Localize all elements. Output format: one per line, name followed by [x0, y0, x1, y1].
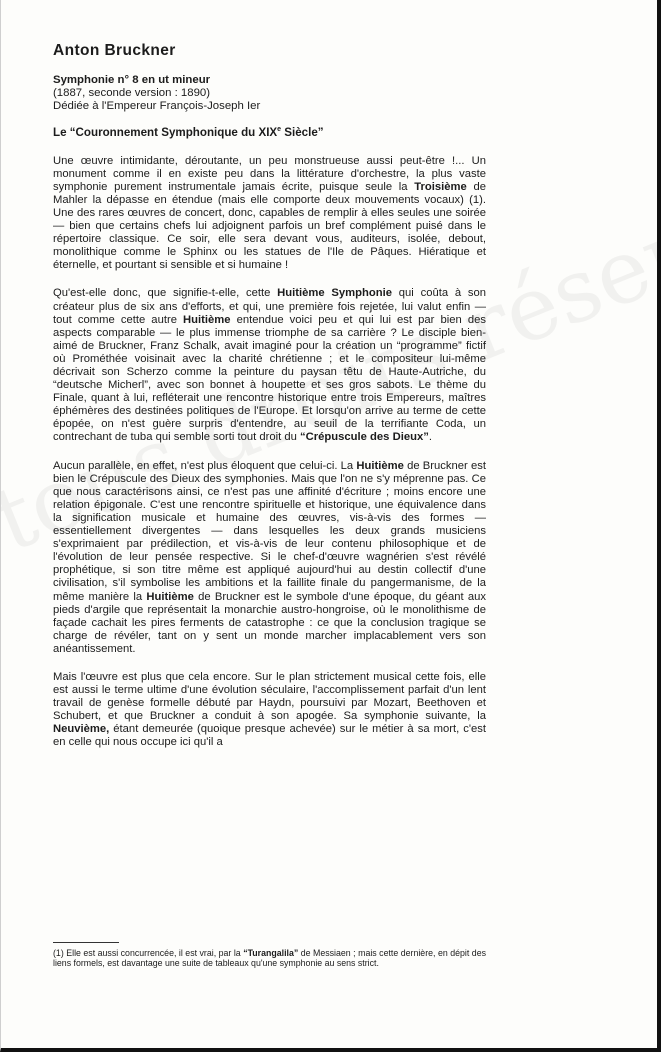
text-run: qui coûta à son créateur plus de six ans d'efforts, et qui, une première fois rejetée, lui valut enfin — tout comme cette autre	[53, 287, 486, 326]
body-paragraph	[53, 155, 486, 273]
text-run: Aucun parallèle, en effet, n'est plus éloquent que celui-ci. La	[53, 459, 357, 472]
author-name: Anton Bruckner	[53, 42, 176, 59]
main-text-column	[53, 42, 486, 765]
body-paragraphs	[53, 155, 486, 750]
section-title-superscript: e	[277, 125, 282, 133]
bold-text-run: Huitième	[183, 313, 231, 326]
body-paragraph	[53, 460, 486, 656]
section-title	[53, 126, 486, 139]
bold-text-run: Huitième	[146, 590, 194, 603]
text-run: .	[428, 431, 432, 444]
bold-text-run: Huitième Symphonie	[277, 287, 393, 300]
bold-text-run: “Crépuscule des Dieux”	[300, 431, 429, 444]
text-run: entendue voici peu et qui lui est par bien des aspects comparable — le plus immense triomphe de sa carrière ? Le disciple bien-aimé de Bruckner, Franz Schalk, avait imaginé pour la création un “programme” fictif où Prométhée voisinait avec la charité chrétienne ; et le compositeur lui-même décrivait son Scherzo comme la peinture du paysan têtu de Haute-Autriche, du “deutsche Micherl”, avec son bonnet à houpette et ses gros sabots. Le thème du Finale, quant à lui, refléterait une rencontre historique entre trois Empereurs, maîtres éphémères des destinées politiques de l'Europe. Et lorsqu'on arrive au terme de cette épopée, on n'est guère surpris d'entendre, au seuil de la terrifiante Coda, un contrechant de tuba qui semble sorti tout droit du	[53, 313, 486, 444]
text-run: de Bruckner est le symbole d'une époque, du géant aux pieds d'argile que représentait la monarchie austro-hongroise, où le monolithisme de façade cachait les pires ferments de catastrophe : ce que la conclusion tragique se charge de révéler, tant on y sent un monde marcher implacablement vers son anéantissement.	[53, 590, 486, 655]
bold-text-run: Huitième	[356, 459, 404, 472]
footnote-area	[53, 942, 486, 968]
bold-text-run: Neuvième,	[53, 723, 110, 736]
text-run: (1) Elle est aussi concurrencée, il est vrai, par la	[53, 948, 244, 958]
footnote-divider	[53, 942, 119, 943]
footnote-text	[53, 948, 486, 968]
text-run: Une œuvre intimidante, déroutante, un peu monstrueuse aussi peut-être !... Un monument comme il en existe peu dans la littérature d'orchestre, la plus vaste symphonie purement instrumentale jamais écrite, puisque seule la	[53, 154, 486, 193]
work-title: Symphonie n° 8 en ut mineur	[53, 74, 211, 86]
version-note: (1887, seconde version : 1890)	[53, 87, 211, 100]
text-run: de Bruckner est bien le Crépuscule des Dieux des symphonies. Mais que l'on ne s'y méprenne pas. Ce que nous caractérisons ainsi, ce n'est pas une affinité d'écriture ; moins encore une relation épigonale. C'est une rencontre spirituelle et historique, une équivalence dans la signification musicale et humaine des œuvres, vis-à-vis des formes — essentiellement divergentes — dans lesquelles les deux grands musiciens s'exprimaient par prédilection, et vis-à-vis de leur contenu philosophique et de l'évolution de leur pensée respective. Si le chef-d'œuvre wagnérien s'est révélé prophétique, si son titre même est appliqué aujourd'hui au destin collectif d'une civilisation, s'il symbolise les ambitions et la faillite finale du pangermanisme, de la même manière la	[53, 459, 486, 603]
text-run: Mais l'œuvre est plus que cela encore. Sur le plan strictement musical cette fois, elle est aussi le terme ultime d'une évolution séculaire, l'accomplissement parfait d'un lent travail de genèse formelle débuté par Haydn, poursuivi par Mozart, Beethoven et Schubert, et que Bruckner a conduit à son apogée. Sa symphonie suivante, la	[53, 670, 486, 723]
dedication: Dédiée à l'Empereur François-Joseph Ier	[53, 100, 261, 113]
bold-text-run: “Turangalila”	[243, 948, 299, 958]
section-title-text-end: Siècle”	[281, 125, 324, 139]
text-run: Qu'est-elle donc, que signifie-t-elle, cette	[53, 287, 278, 300]
text-run: de Mahler la dépasse en étendue (mais elle comporte deux mouvements vocaux) (1). Une des rares œuvres de concert, donc, capables de remplir à elles seules une soirée — bien que certains chefs lui adjoignent parfois un bref complément puisé dans le répertoire classique. Ce soir, elle sera devant vous, auditeurs, isolée, debout, monolithique comme le Sphinx ou les statues de l'Ile de Pâques. Hiératique et éternelle, et pourtant si sensible et si humaine !	[53, 180, 487, 272]
body-paragraph	[53, 287, 486, 444]
work-heading	[53, 74, 486, 114]
section-title-text: Le “Couronnement Symphonique du XIX	[53, 125, 278, 139]
text-run: étant demeurée (quoique presque achevée) sur le métier à sa mort, c'est en celle qui nous occupe ici qu'il a	[53, 723, 486, 749]
text-run: de Messiaen ; mais cette dernière, en dépit des liens formels, est davantage une suite de tableaux qu'une symphonie au sens strict.	[53, 948, 486, 969]
body-paragraph	[53, 671, 486, 750]
bold-text-run: Troisième	[414, 180, 467, 193]
